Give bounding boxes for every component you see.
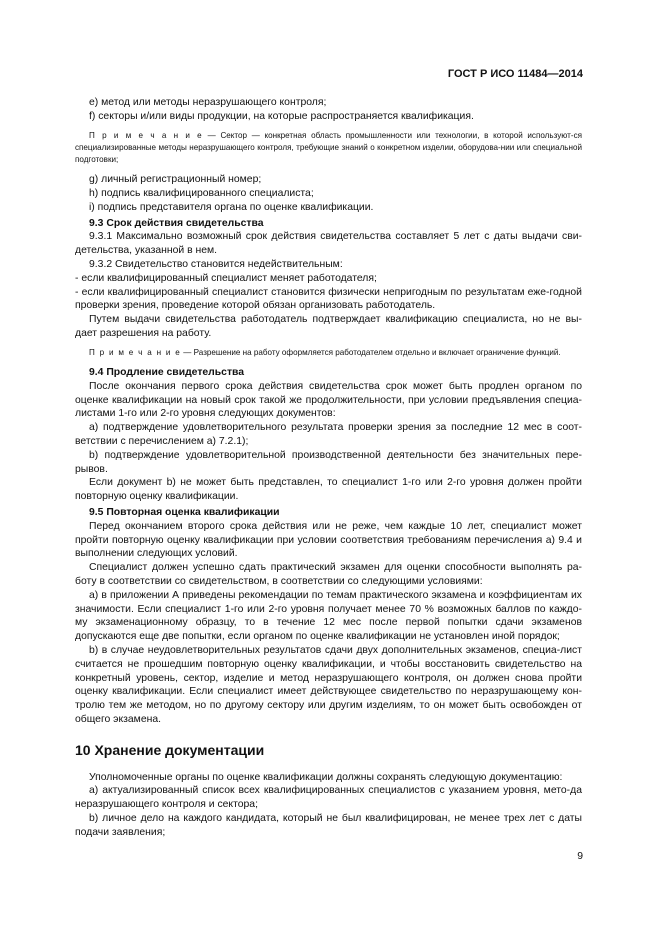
paragraph-9-5-exam: Специалист должен успешно сдать практический экзамен для оценки способности выполнять ра-боту в соответствии со свидетельством, в соответствии со следующими условиями: [75, 562, 582, 587]
page-content [75, 96, 582, 840]
section-10-heading: 10 Хранение документации [75, 741, 265, 758]
list-item-h: h) подпись квалифицированного специалиста; [89, 188, 314, 199]
note-permission [75, 347, 582, 359]
paragraph-10-b: b) личное дело на каждого кандидата, который не был квалифицирован, не менее трех лет с даты подачи заявления; [75, 813, 582, 838]
paragraph-9-4-intro: После окончания первого срока действия свидетельства срок может быть продлен органом по оценке квалификации на новый срок такой же продолжительности, при условии предъявления специа-листами 1-го или 2-го уровня следующих документов: [75, 380, 582, 420]
list-item-f: f) секторы и/или виды продукции, на которые распространяется квалификация. [89, 110, 474, 122]
paragraph-10-a: a) актуализированный список всех квалифицированных специалистов с указанием уровня, мето-да неразрушающего контроля и сектора; [75, 785, 582, 811]
section-9-5-heading: 9.5 Повторная оценка квалификации [89, 506, 280, 518]
note-sector [75, 130, 582, 167]
note-label: П р и м е ч а н и е [89, 347, 182, 357]
note-text: — Разрешение на работу оформляется работодателем отдельно и включает ограничение функций. [181, 347, 561, 357]
paragraph-bullet-vision: - если квалифицированный специалист становится физически непригодным по результатам еже-годной проверки зрения, проведение которой обязан организовать работодатель. [75, 286, 582, 312]
note-label: П р и м е ч а н и е [89, 130, 203, 140]
paragraph-9-3-2: 9.3.2 Свидетельство становится недействительным: [89, 258, 343, 270]
list-item-e: e) метод или методы неразрушающего контроля; [89, 97, 327, 108]
paragraph-issuance: Путем выдачи свидетельства работодатель подтверждает квалификацию специалиста, но не вы-дает разрешения на работу. [75, 314, 582, 339]
page-number: 9 [577, 851, 583, 862]
paragraph-bullet-employer: - если квалифицированный специалист меняет работодателя; [75, 272, 377, 284]
section-9-3-heading: 9.3 Срок действия свидетельства [89, 217, 264, 229]
paragraph-9-4-a: a) подтверждение удовлетворительного результата проверки зрения за последние 12 мес в соот-ветствии с перечислением а) 7.2.1); [75, 422, 582, 447]
paragraph-9-5-b: b) в случае неудовлетворительных результатов сдачи двух дополнительных экзаменов, специа-лист считается не прошедшим повторную оценку квалификации, и чтобы восстановить свидетельство на конкретный уровень, сектор, изделие и метод неразрушающего контроля, он должен снова пройти оценку квалификации. Если специалист имеет действующее свидетельство по неразрушающему кон-тролю тем же методом, но по другому сектору или другим изделиям, то он может быть освобожден от общего экзамена. [75, 644, 582, 725]
paragraph-9-4-b: b) подтверждение удовлетворительной производственной деятельности без значительных пере-рывов. [75, 449, 582, 475]
note-text: — Сектор — конкретная область промышленности или технологии, в которой используют-ся специализированные методы неразрушающего контроля, требующие знаний о конкретном изделии, оборудова-нии или специальной подготовки; [75, 130, 583, 164]
paragraph-10-intro: Уполномоченные органы по оценке квалификации должны сохранять следующую документацию: [89, 771, 563, 783]
list-item-g: g) личный регистрационный номер; [89, 174, 262, 186]
paragraph-9-5-intro: Перед окончанием второго срока действия или не реже, чем каждые 10 лет, специалист может пройти повторную оценку квалификации при условии соответствия требованиям перечисления а) 9.4 и выполнении следующих условий. [75, 520, 582, 560]
paragraph-9-5-a: a) в приложении А приведены рекомендации по темам практического экзамена и коэффициентам их значимости. Если специалист 1-го или 2-го уровня получает менее 70 % возможных баллов по каждо-му экзаменационному образцу, то в течение 12 мес после первой попытки сдачи экзаменов допускаются еще две попытки, если органом по оценке квалификации не установлен иной порядок; [75, 589, 582, 643]
section-9-4-heading: 9.4 Продление свидетельства [89, 366, 245, 378]
standard-header: ГОСТ Р ИСО 11484—2014 [447, 68, 583, 80]
paragraph-9-4-fallback: Если документ b) не может быть представлен, то специалист 1-го или 2-го уровня должен пройти повторную оценку квалификации. [75, 477, 582, 503]
paragraph-9-3-1: 9.3.1 Максимально возможный срок действия свидетельства составляет 5 лет с даты выдачи сви-детельства, указанной в нем. [75, 231, 582, 257]
list-item-i: i) подпись представителя органа по оценке квалификации. [89, 201, 374, 213]
